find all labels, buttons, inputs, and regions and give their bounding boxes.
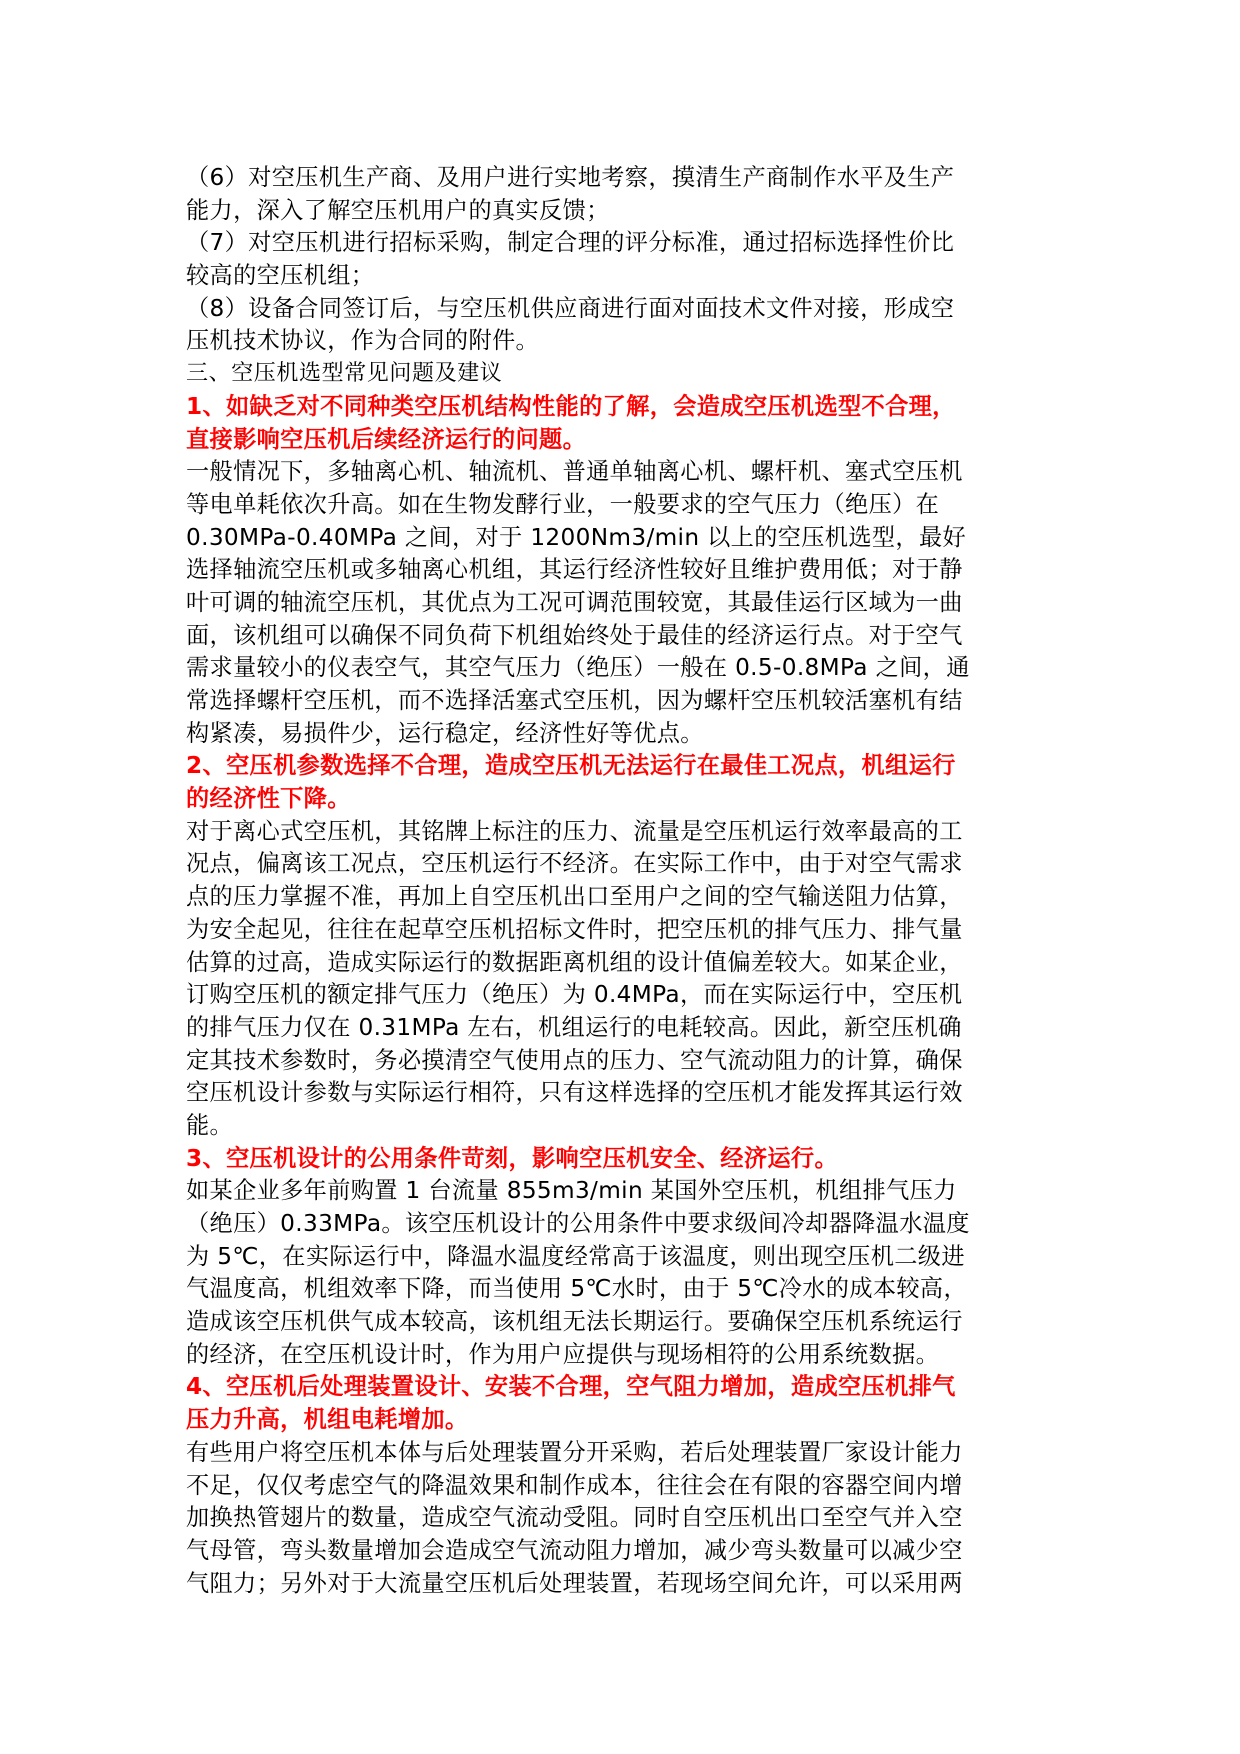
section-heading-line: 3、空压机设计的公用条件苛刻，影响空压机安全、经济运行。	[186, 1144, 838, 1172]
paragraph-line: 能。	[186, 1111, 234, 1139]
paragraph-line: 能力，深入了解空压机用户的真实反馈；	[186, 196, 610, 224]
paragraph-line: 为安全起见，往往在起草空压机招标文件时，把空压机的排气压力、排气量	[186, 915, 963, 943]
paragraph-line: 气母管，弯头数量增加会造成空气流动阻力增加，减少弯头数量可以减少空	[186, 1536, 963, 1564]
paragraph-line: 0.30MPa-0.40MPa 之间，对于 1200Nm3/min 以上的空压机选型，最好	[186, 523, 967, 551]
paragraph-line: 点的压力掌握不准，再加上自空压机出口至用户之间的空气输送阻力估算，	[186, 883, 963, 911]
paragraph-line: 常选择螺杆空压机，而不选择活塞式空压机，因为螺杆空压机较活塞机有结	[186, 687, 963, 714]
paragraph-line: 为 5℃，在实际运行中，降温水温度经常高于该温度，则出现空压机二级进	[186, 1242, 965, 1270]
paragraph-line: 等电单耗依次升高。如在生物发酵行业，一般要求的空气压力（绝压）在	[186, 490, 940, 518]
paragraph-line: 较高的空压机组；	[186, 262, 375, 290]
paragraph-line: 加换热管翅片的数量，造成空气流动受阻。同时自空压机出口至空气并入空	[186, 1504, 963, 1532]
paragraph-line: 估算的过高，造成实际运行的数据距离机组的设计值偏差较大。如某企业，	[186, 948, 963, 976]
section-heading-line: 1、如缺乏对不同种类空压机结构性能的了解，会造成空压机选型不合理，	[186, 392, 956, 420]
paragraph-line: 定其技术参数时，务必摸清空气使用点的压力、空气流动阻力的计算，确保	[186, 1046, 963, 1074]
paragraph-line: 构紧凑，易损件少，运行稳定，经济性好等优点。	[186, 719, 704, 747]
section-heading-line: 2、空压机参数选择不合理，造成空压机无法运行在最佳工况点，机组运行	[186, 752, 956, 780]
paragraph-line: 压机技术协议，作为合同的附件。	[186, 327, 540, 355]
paragraph-line: 选择轴流空压机或多轴离心机组，其运行经济性较好且维护费用低；对于静	[186, 556, 963, 584]
paragraph-line: 的排气压力仅在 0.31MPa 左右，机组运行的电耗较高。因此，新空压机确	[186, 1013, 962, 1041]
paragraph-line: 叶可调的轴流空压机，其优点为工况可调范围较宽，其最佳运行区域为一曲	[186, 588, 963, 616]
section-heading-line: 直接影响空压机后续经济运行的问题。	[186, 425, 587, 453]
paragraph-line: 对于离心式空压机，其铭牌上标注的压力、流量是空压机运行效率最高的工	[186, 817, 963, 845]
section-heading-line: 压力升高，机组电耗增加。	[186, 1406, 469, 1434]
section-heading-line: 4、空压机后处理装置设计、安装不合理，空气阻力增加，造成空压机排气	[186, 1373, 956, 1401]
document-page	[186, 162, 1056, 1600]
section-heading-line: 的经济性下降。	[186, 785, 351, 813]
paragraph-line: 气阻力；另外对于大流量空压机后处理装置，若现场空间允许，可以采用两	[186, 1569, 963, 1597]
section-title-line: 三、空压机选型常见问题及建议	[186, 361, 503, 387]
paragraph-line: 况点，偏离该工况点，空压机运行不经济。在实际工作中，由于对空气需求	[186, 850, 963, 878]
paragraph-line: （绝压）0.33MPa。该空压机设计的公用条件中要求级间冷却器降温水温度	[186, 1210, 970, 1237]
paragraph-line: （8）设备合同签订后，与空压机供应商进行面对面技术文件对接，形成空	[186, 294, 955, 322]
paragraph-line: 气温度高，机组效率下降，而当使用 5℃水时，由于 5℃冷水的成本较高，	[186, 1275, 968, 1303]
paragraph-line: 有些用户将空压机本体与后处理装置分开采购，若后处理装置厂家设计能力	[186, 1438, 963, 1466]
paragraph-line: 造成该空压机供气成本较高，该机组无法长期运行。要确保空压机系统运行	[186, 1308, 963, 1336]
paragraph-line: 空压机设计参数与实际运行相符，只有这样选择的空压机才能发挥其运行效	[186, 1079, 963, 1107]
paragraph-line: 如某企业多年前购置 1 台流量 855m3/min 某国外空压机，机组排气压力	[186, 1177, 957, 1205]
paragraph-line: 一般情况下，多轴离心机、轴流机、普通单轴离心机、螺杆机、塞式空压机	[186, 458, 963, 486]
paragraph-line: （6）对空压机生产商、及用户进行实地考察，摸清生产商制作水平及生产	[186, 164, 955, 191]
paragraph-line: 需求量较小的仪表空气，其空气压力（绝压）一般在 0.5-0.8MPa 之间，通	[186, 654, 970, 682]
paragraph-line: 不足，仅仅考虑空气的降温效果和制作成本，往往会在有限的容器空间内增	[186, 1471, 963, 1499]
paragraph-line: （7）对空压机进行招标采购，制定合理的评分标准，通过招标选择性价比	[186, 229, 955, 257]
paragraph-line: 的经济，在空压机设计时，作为用户应提供与现场相符的公用系统数据。	[186, 1340, 940, 1368]
paragraph-line: 面，该机组可以确保不同负荷下机组始终处于最佳的经济运行点。对于空气	[186, 621, 963, 649]
paragraph-line: 订购空压机的额定排气压力（绝压）为 0.4MPa，而在实际运行中，空压机	[186, 981, 963, 1009]
